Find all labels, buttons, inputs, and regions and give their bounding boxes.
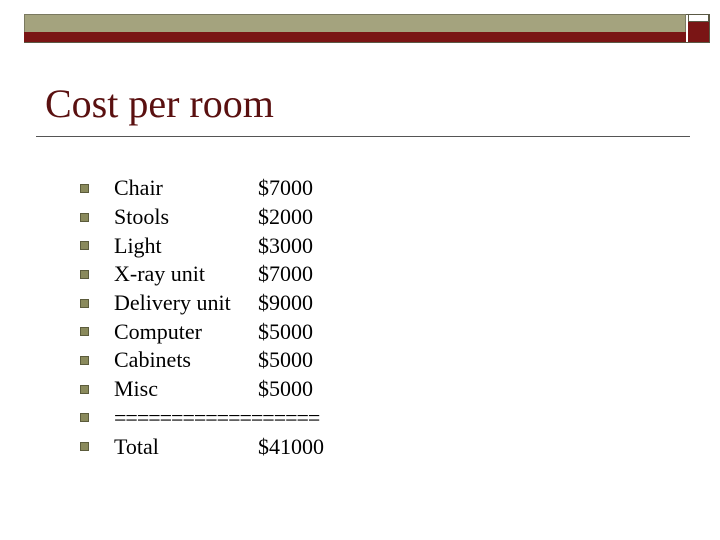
square-bullet-icon [80, 327, 89, 336]
list-item [80, 317, 324, 346]
item-label: Light [114, 232, 162, 258]
item-value: $7000 [258, 261, 313, 287]
item-label: Stools [114, 204, 170, 230]
item-label: Cabinets [114, 347, 191, 373]
list-item [80, 231, 324, 260]
item-value: $7000 [258, 175, 313, 201]
item-value: $2000 [258, 204, 313, 230]
total-label: Total [114, 433, 159, 459]
title-divider [36, 136, 690, 137]
list-item [80, 203, 324, 232]
item-label: Delivery unit [114, 290, 231, 316]
total-item [80, 432, 324, 461]
square-bullet-icon [80, 241, 89, 250]
square-bullet-icon [80, 299, 89, 308]
total-value: $41000 [258, 433, 324, 459]
item-label: Misc [114, 376, 158, 402]
item-value: $3000 [258, 232, 313, 258]
list-item [80, 289, 324, 318]
square-bullet-icon [80, 442, 89, 451]
cost-list [80, 174, 324, 461]
item-value: $5000 [258, 376, 313, 402]
list-item [80, 174, 324, 203]
square-bullet-icon [80, 385, 89, 394]
separator-line: ================== [114, 404, 320, 430]
item-value: $5000 [258, 318, 313, 344]
header-band-red [24, 32, 686, 42]
list-item [80, 375, 324, 404]
separator-item [80, 404, 324, 433]
item-label: X-ray unit [114, 261, 206, 287]
list-item [80, 346, 324, 375]
square-bullet-icon [80, 184, 89, 193]
square-bullet-icon [80, 213, 89, 222]
square-bullet-icon [80, 413, 89, 422]
item-label: Chair [114, 175, 163, 201]
item-value: $5000 [258, 347, 313, 373]
list-item [80, 260, 324, 289]
square-bullet-icon [80, 270, 89, 279]
square-bullet-icon [80, 356, 89, 365]
item-value: $9000 [258, 290, 313, 316]
slide-title: Cost per room [45, 81, 274, 126]
header-band-olive [24, 14, 686, 33]
item-label: Computer [114, 318, 202, 344]
header-corner-block-top [688, 14, 709, 22]
